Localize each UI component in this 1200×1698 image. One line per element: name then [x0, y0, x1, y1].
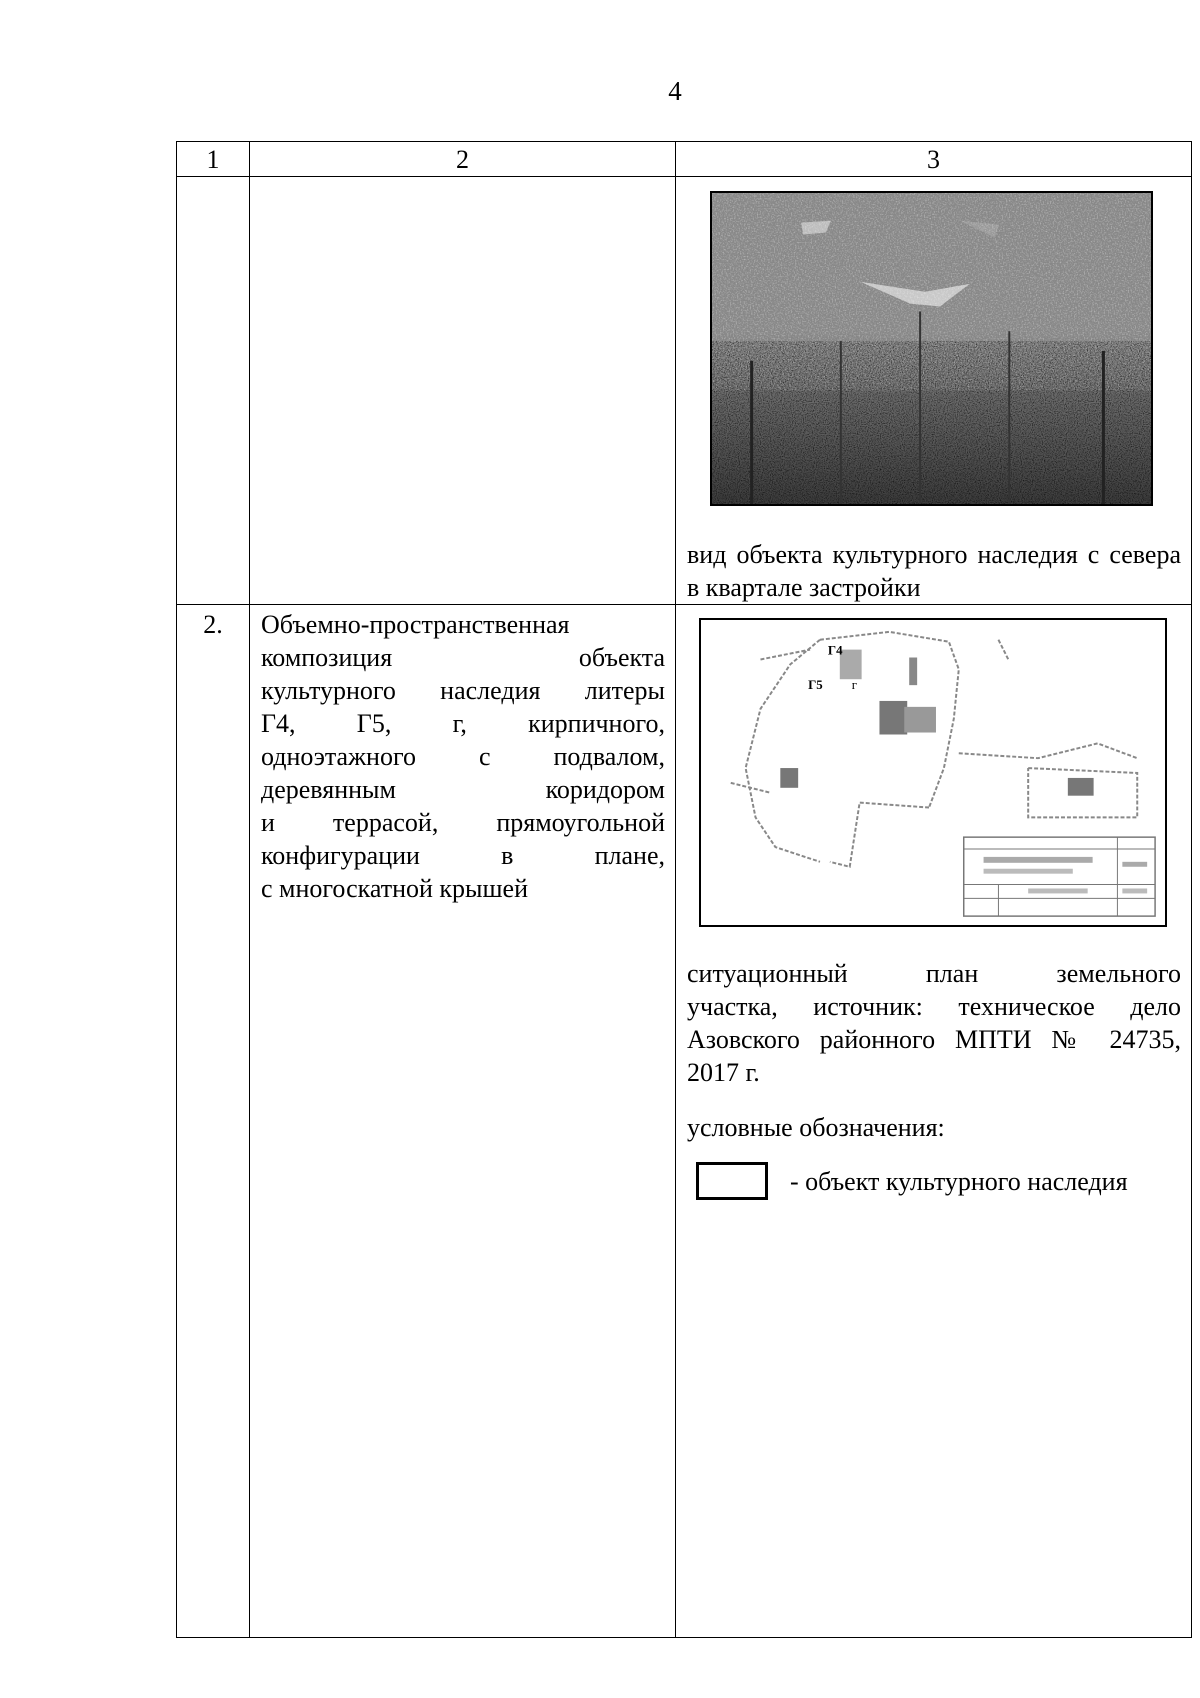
object-description [250, 605, 675, 905]
row-number-cell: 2. [177, 605, 250, 1638]
plan-label-g4: Г4 [827, 643, 843, 658]
legend-title: условные обозначения: [687, 1113, 945, 1142]
row-description-cell [250, 605, 676, 1638]
description-line: Г4, Г5, г, кирпичного, [261, 709, 665, 738]
table-row [177, 177, 1192, 605]
building-photo [710, 191, 1153, 506]
plan-caption [676, 957, 1191, 1089]
row-description-cell [250, 177, 676, 605]
description-line: и террасой, прямоугольной [261, 808, 665, 837]
plan-caption-line: 2017 г. [687, 1058, 760, 1087]
object-table [176, 141, 1192, 1638]
row-number-cell [177, 177, 250, 605]
header-col-3: 3 [676, 142, 1192, 177]
description-line: деревянным коридором [261, 775, 665, 804]
row-image-cell [676, 605, 1192, 1638]
header-col-2: 2 [250, 142, 676, 177]
plan-caption-line: участка, источник: техническое дело [687, 992, 1181, 1021]
plan-label-g: г [851, 678, 857, 693]
description-line: Объемно-пространственная [261, 610, 570, 639]
legend-item [696, 1162, 1191, 1200]
plan-caption-line: ситуационный план земельного [687, 959, 1181, 988]
description-line: одноэтажного с подвалом, [261, 742, 665, 771]
table-header-row [177, 142, 1192, 177]
description-line: конфигурации в плане, [261, 841, 665, 870]
photo-caption: вид объекта культурного наследия с севера в квартале застройки [687, 540, 1181, 602]
row-image-cell [676, 177, 1192, 605]
page-number: 4 [668, 76, 682, 106]
legend-rectangle-icon [696, 1162, 768, 1200]
table-row [177, 605, 1192, 1638]
description-line: композиция объекта [261, 643, 665, 672]
legend-item-label: - объект культурного наследия [790, 1166, 1128, 1196]
plan-caption-line: Азовского районного МПТИ № 24735, [687, 1025, 1181, 1054]
header-col-1: 1 [177, 142, 250, 177]
description-line: с многоскатной крышей [261, 874, 528, 903]
site-plan-drawing [699, 618, 1167, 927]
description-line: культурного наследия литеры [261, 676, 665, 705]
plan-label-g5: Г5 [808, 678, 823, 693]
